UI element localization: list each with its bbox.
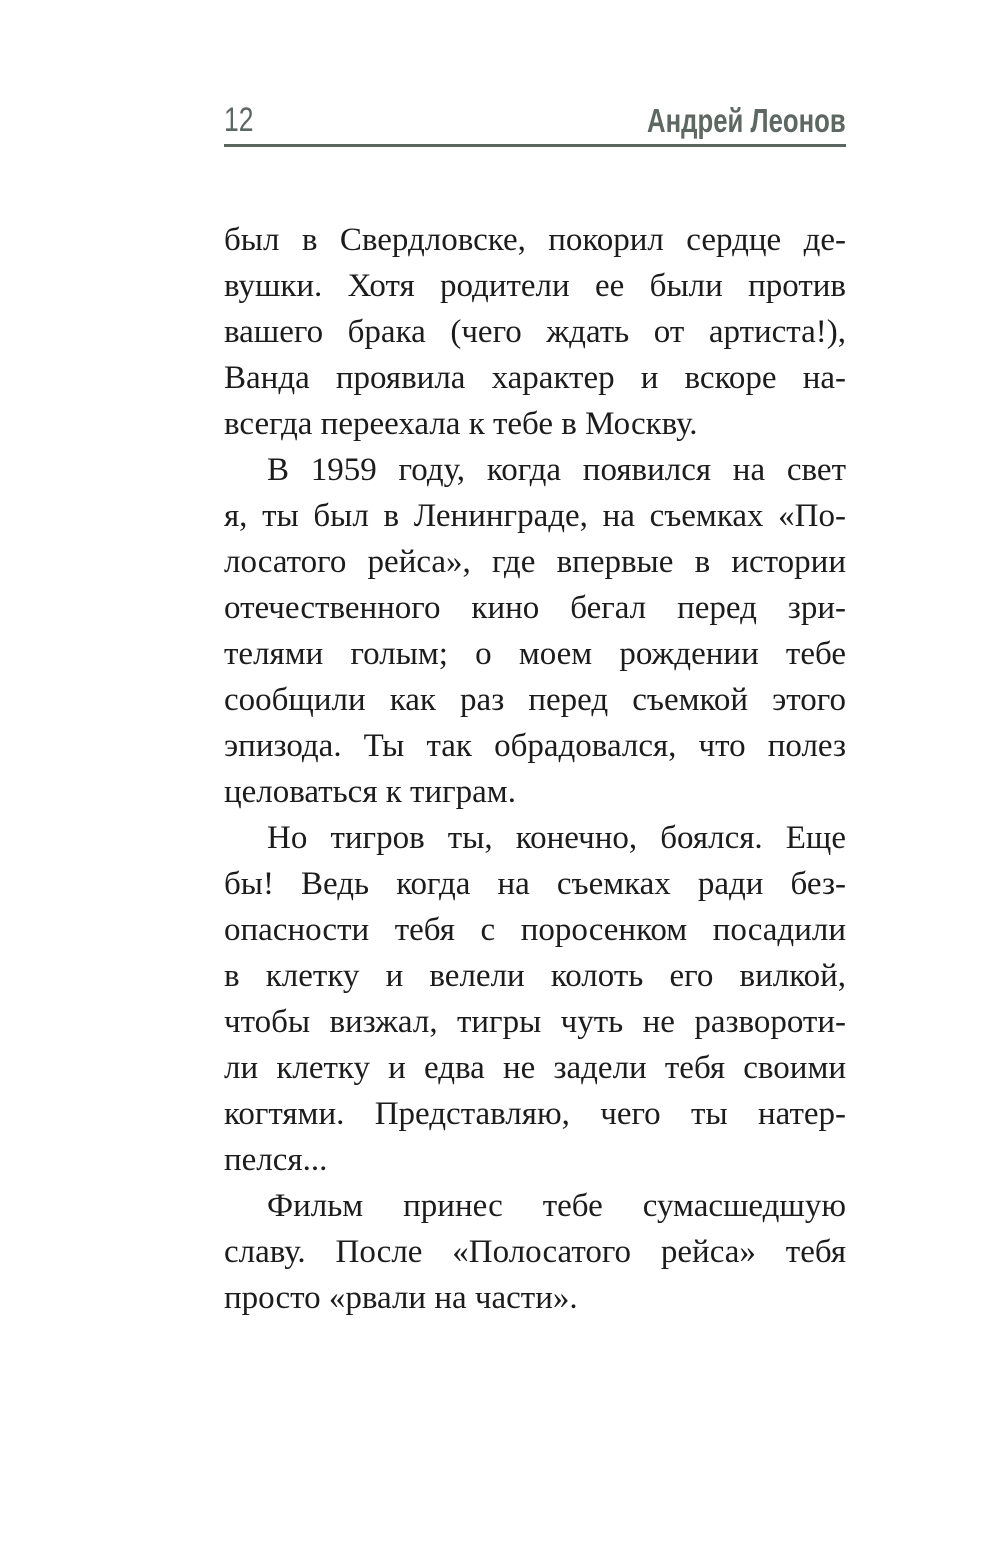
- text-line: целоваться к тиграм.: [224, 774, 516, 810]
- text-line: сообщили как раз перед съемкой этого: [224, 682, 846, 718]
- text-line: Фильм принес тебе сумасшедшую: [267, 1188, 846, 1224]
- text-line: пелся...: [224, 1142, 328, 1178]
- paragraph: [224, 815, 846, 1183]
- text-line: ли клетку и едва не задели тебя своими: [224, 1050, 846, 1086]
- paragraph: [224, 447, 846, 815]
- text-line: Но тигров ты, конечно, боялся. Еще: [267, 820, 846, 856]
- text-line: славу. После «Полосатого рейса» тебя: [224, 1234, 846, 1270]
- text-line: вашего брака (чего ждать от артиста!),: [224, 314, 846, 350]
- paragraph: [224, 217, 846, 447]
- text-line: В 1959 году, когда появился на свет: [267, 452, 846, 488]
- text-line: когтями. Представляю, чего ты натер-: [224, 1096, 846, 1132]
- text-line: в клетку и велели колоть его вилкой,: [224, 958, 846, 994]
- page-header: [224, 98, 846, 147]
- text-line: лосатого рейса», где впервые в истории: [224, 544, 846, 580]
- text-line: бы! Ведь когда на съемках ради без-: [224, 866, 846, 902]
- text-line: всегда переехала к тебе в Москву.: [224, 406, 698, 442]
- running-head-author: Андрей Леонов: [647, 102, 846, 139]
- text-line: просто «рвали на части».: [224, 1280, 578, 1316]
- text-line: чтобы визжал, тигры чуть не развороти-: [224, 1004, 846, 1040]
- text-line: вушки. Хотя родители ее были против: [224, 268, 846, 304]
- text-line: отечественного кино бегал перед зри-: [224, 590, 846, 626]
- page-number: 12: [224, 101, 254, 139]
- text-line: эпизода. Ты так обрадовался, что полез: [224, 728, 846, 764]
- body-text: [224, 217, 846, 1321]
- text-line: Ванда проявила характер и вскоре на-: [224, 360, 846, 396]
- paragraph: [224, 1183, 846, 1321]
- text-line: опасности тебя с поросенком посадили: [224, 912, 846, 948]
- text-line: я, ты был в Ленинграде, на съемках «По-: [224, 498, 846, 534]
- text-line: был в Свердловске, покорил сердце де-: [224, 222, 846, 258]
- text-line: телями голым; о моем рождении тебе: [224, 636, 846, 672]
